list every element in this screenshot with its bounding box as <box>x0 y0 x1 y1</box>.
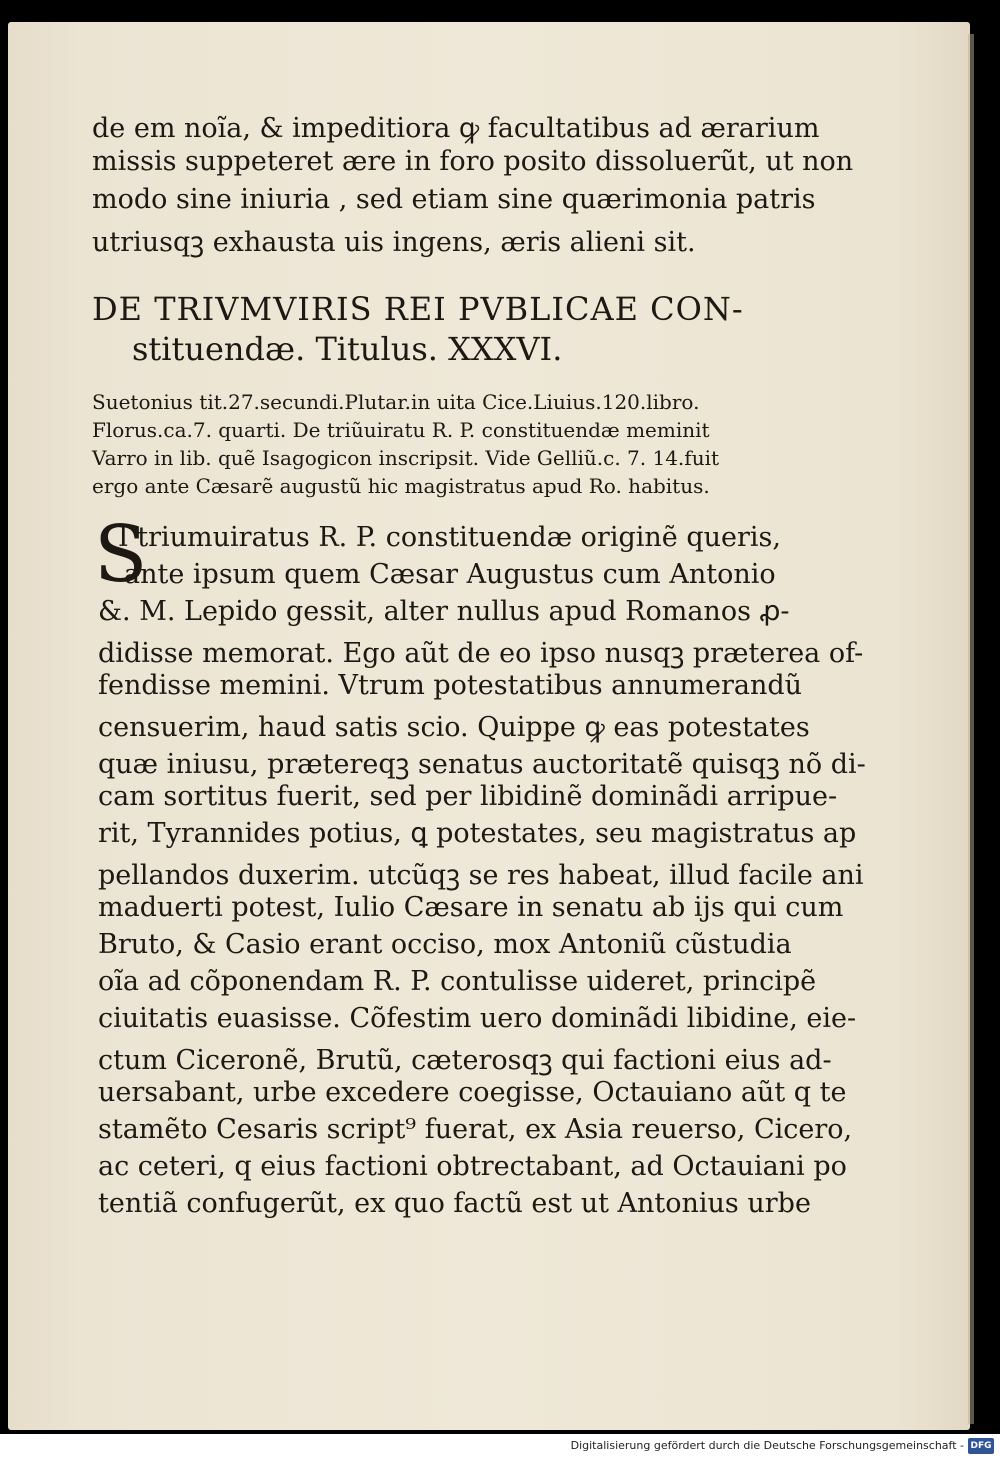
funding-credit: Digitalisierung gefördert durch die Deutsche Forschungsgemeinschaft - <box>570 1439 964 1452</box>
text-line: quæ iniusu, prætereqꝫ senatus auctoritatẽ quisqꝫ nõ di- <box>98 749 866 780</box>
note-line: Florus.ca.7. quarti. De triũuiratu R. P. constituendæ meminit <box>92 418 710 442</box>
heading-line: DE TRIVMVIRIS REI PVBLICAE CON- <box>92 290 744 328</box>
text-line: cam sortitus fuerit, sed per libidinẽ dominãdi arripue- <box>98 781 838 812</box>
dfg-logo-icon[interactable]: DFG <box>968 1438 994 1454</box>
text-line: pellandos duxerim. utcũqꝫ se res habeat, illud facile ani <box>98 860 864 891</box>
drop-initial: S <box>94 510 148 600</box>
text-line: fendisse memini. Vtrum potestatibus annumerandũ <box>98 670 803 701</box>
text-line: maduerti potest, Iulio Cæsare in senatu ab ijs qui cum <box>98 892 844 923</box>
text-line: utriusqꝫ exhausta uis ingens, æris alieni sit. <box>92 227 696 258</box>
text-line: uersabant, urbe excedere coegisse, Octauiano aũt q te <box>98 1077 847 1108</box>
text-line: de em noĩa, & impeditiora ꝙ facultatibus ad ærarium <box>92 113 820 144</box>
text-line: ciuitatis euasisse. Cõfestim uero dominãdi libidine, eie- <box>98 1003 857 1034</box>
note-line: ergo ante Cæsarẽ augustũ hic magistratus apud Ro. habitus. <box>92 474 710 498</box>
text-line: oĩa ad cõponendam R. P. contulisse uideret, principẽ <box>98 966 817 997</box>
text-line: ac ceteri, q eius factioni obtrectabant, ad Octauiani po <box>98 1151 847 1182</box>
footer-bar <box>0 1434 1000 1460</box>
heading-line: stituendæ. Titulus. XXXVI. <box>132 330 563 368</box>
text-line: I triumuiratus R. P. constituendæ originẽ queris, <box>118 522 781 553</box>
book-page <box>8 22 970 1430</box>
text-line: rit, Tyrannides potius, ꝗ potestates, seu magistratus ap <box>98 818 857 849</box>
text-line: ante ipsum quem Cæsar Augustus cum Antonio <box>124 559 776 590</box>
text-line: tentiã confugerũt, ex quo factũ est ut Antonius urbe <box>98 1188 811 1219</box>
text-line: stamẽto Cesaris script⁹ fuerat, ex Asia reuerso, Cicero, <box>98 1114 853 1145</box>
text-line: ctum Ciceronẽ, Brutũ, cæterosqꝫ qui factioni eius ad- <box>98 1045 832 1076</box>
note-line: Suetonius tit.27.secundi.Plutar.in uita Cice.Liuius.120.libro. <box>92 390 700 414</box>
text-line: censuerim, haud satis scio. Quippe ꝙ eas potestates <box>98 712 810 743</box>
text-line: Bruto, & Casio erant occiso, mox Antoniũ cũstudia <box>98 929 792 960</box>
text-line: &. M. Lepido gessit, alter nullus apud Romanos ꝓ- <box>98 596 790 627</box>
page-edge <box>968 34 974 1424</box>
text-line: didisse memorat. Ego aũt de eo ipso nusqꝫ præterea of- <box>98 638 864 669</box>
text-line: modo sine iniuria , sed etiam sine quærimonia patris <box>92 184 816 215</box>
text-line: missis suppeteret ære in foro posito dissoluerũt, ut non <box>92 146 854 177</box>
note-line: Varro in lib. quẽ Isagogicon inscripsit. Vide Gelliũ.c. 7. 14.fuit <box>92 446 720 470</box>
